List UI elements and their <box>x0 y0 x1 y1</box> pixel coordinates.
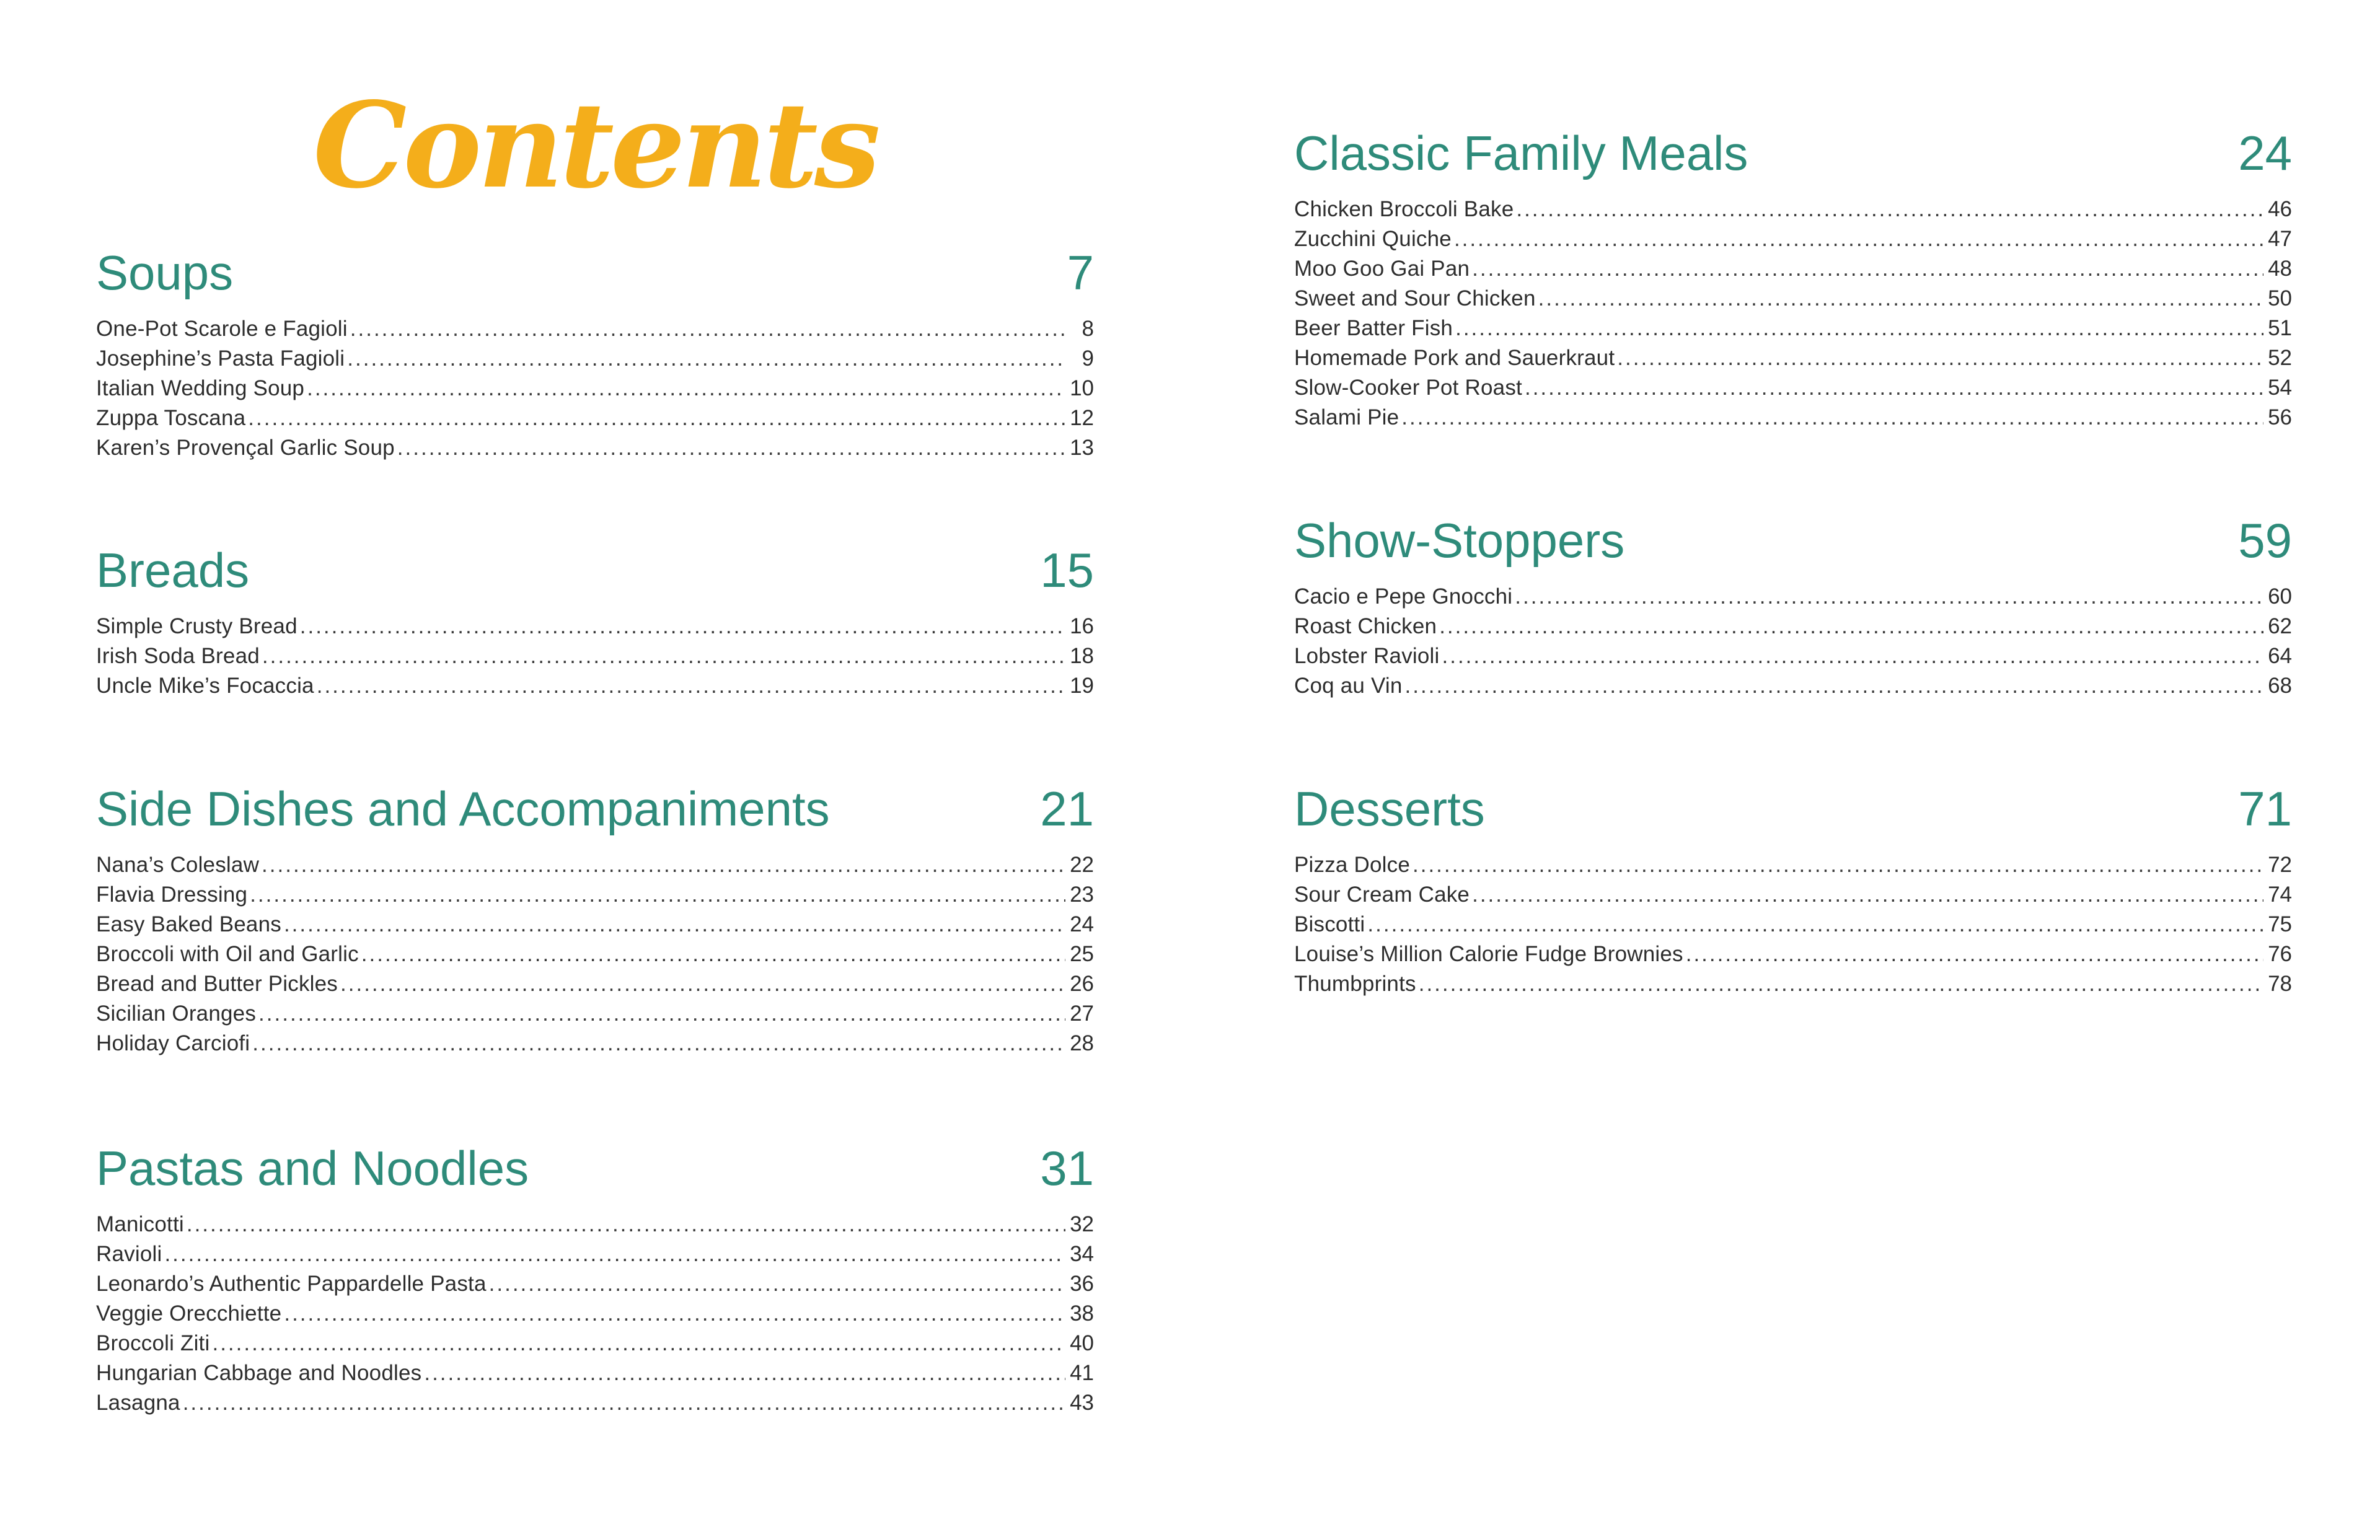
entry-title: Bread and Butter Pickles <box>96 972 338 996</box>
section-title: Show-Stoppers <box>1294 513 1625 568</box>
entry-page-number: 34 <box>1070 1242 1094 1266</box>
dot-leader <box>164 1239 1065 1269</box>
entry-title: Salami Pie <box>1294 405 1399 429</box>
entry-page-number: 68 <box>2268 674 2292 698</box>
entry-page-number: 50 <box>2268 286 2292 310</box>
section-breads <box>96 536 1094 701</box>
section-title: Pastas and Noodles <box>96 1141 529 1195</box>
entry-page-number: 27 <box>1070 1001 1094 1026</box>
section-soups <box>96 239 1094 463</box>
dot-leader <box>284 910 1065 939</box>
entry-page-number: 76 <box>2268 942 2292 966</box>
entry-title: Veggie Orecchiette <box>96 1301 282 1326</box>
dot-leader <box>1472 880 2263 910</box>
entry-title: Beer Batter Fish <box>1294 316 1453 340</box>
toc-entry <box>1294 612 2292 641</box>
entry-page-number: 48 <box>2268 257 2292 281</box>
dot-leader <box>1686 939 2263 969</box>
dot-leader <box>340 969 1065 999</box>
entry-title: Holiday Carciofi <box>96 1031 250 1055</box>
section-title: Classic Family Meals <box>1294 126 1748 180</box>
entry-list <box>96 612 1094 701</box>
dot-leader <box>1525 373 2263 403</box>
section-pastas <box>96 1134 1094 1418</box>
dot-leader <box>397 433 1065 463</box>
entry-page-number: 9 <box>1082 346 1094 371</box>
entry-page-number: 26 <box>1070 972 1094 996</box>
dot-leader <box>489 1269 1065 1299</box>
dot-leader <box>250 880 1065 910</box>
dot-leader <box>1401 403 2263 433</box>
section-title: Breads <box>96 543 250 597</box>
entry-title: Pizza Dolce <box>1294 853 1410 877</box>
dot-leader <box>361 939 1065 969</box>
toc-entry <box>1294 403 2292 433</box>
toc-entry <box>96 1329 1094 1358</box>
entry-page-number: 38 <box>1070 1301 1094 1326</box>
entry-page-number: 56 <box>2268 405 2292 429</box>
entry-title: Broccoli Ziti <box>96 1331 210 1355</box>
dot-leader <box>1405 671 2263 701</box>
section-classic-family-meals <box>1294 119 2292 433</box>
entry-page-number: 10 <box>1070 376 1094 400</box>
toc-entry <box>1294 671 2292 701</box>
toc-entry <box>1294 969 2292 999</box>
entry-page-number: 60 <box>2268 584 2292 609</box>
dot-leader <box>300 612 1065 641</box>
entry-title: Broccoli with Oil and Garlic <box>96 942 359 966</box>
entry-page-number: 28 <box>1070 1031 1094 1055</box>
section-header <box>96 1134 1094 1202</box>
entry-title: Irish Soda Bread <box>96 644 260 668</box>
entry-page-number: 32 <box>1070 1212 1094 1236</box>
section-title: Side Dishes and Accompaniments <box>96 781 830 836</box>
entry-list <box>96 1210 1094 1418</box>
section-header <box>96 239 1094 307</box>
entry-title: Roast Chicken <box>1294 614 1437 638</box>
dot-leader <box>307 374 1065 403</box>
toc-entry <box>96 1299 1094 1329</box>
toc-entry <box>1294 195 2292 224</box>
toc-entry <box>1294 224 2292 254</box>
dot-leader <box>1515 582 2263 612</box>
section-page-number: 31 <box>1040 1141 1094 1195</box>
entry-title: Sicilian Oranges <box>96 1001 257 1026</box>
dot-leader <box>262 850 1065 880</box>
entry-title: Hungarian Cabbage and Noodles <box>96 1361 422 1385</box>
entry-list <box>96 850 1094 1058</box>
dot-leader <box>1454 224 2263 254</box>
toc-entry <box>96 641 1094 671</box>
toc-entry <box>1294 910 2292 939</box>
entry-title: Sweet and Sour Chicken <box>1294 286 1536 310</box>
section-page-number: 59 <box>2238 513 2292 568</box>
entry-title: Easy Baked Beans <box>96 912 281 936</box>
dot-leader <box>1516 195 2263 224</box>
entry-title: One-Pot Scarole e Fagioli <box>96 317 348 341</box>
entry-page-number: 74 <box>2268 882 2292 907</box>
section-header <box>1294 119 2292 187</box>
entry-page-number: 43 <box>1070 1391 1094 1415</box>
dot-leader <box>424 1358 1065 1388</box>
dot-leader <box>252 1029 1065 1058</box>
entry-title: Zuppa Toscana <box>96 406 246 430</box>
toc-entry <box>1294 373 2292 403</box>
entry-page-number: 54 <box>2268 376 2292 400</box>
toc-entry <box>96 969 1094 999</box>
entry-page-number: 19 <box>1070 674 1094 698</box>
entry-page-number: 16 <box>1070 614 1094 638</box>
entry-title: Thumbprints <box>1294 972 1416 996</box>
entry-page-number: 47 <box>2268 227 2292 251</box>
page-title: Contents <box>313 76 877 214</box>
section-page-number: 7 <box>1067 245 1094 300</box>
dot-leader <box>187 1210 1065 1239</box>
entry-title: Italian Wedding Soup <box>96 376 305 400</box>
entry-title: Simple Crusty Bread <box>96 614 298 638</box>
toc-entry <box>96 1029 1094 1058</box>
entry-title: Chicken Broccoli Bake <box>1294 197 1514 221</box>
dot-leader <box>1455 314 2263 343</box>
entry-title: Josephine’s Pasta Fagioli <box>96 346 345 371</box>
entry-page-number: 51 <box>2268 316 2292 340</box>
entry-list <box>1294 195 2292 433</box>
dot-leader <box>262 641 1065 671</box>
toc-entry <box>1294 880 2292 910</box>
entry-page-number: 24 <box>1070 912 1094 936</box>
entry-page-number: 40 <box>1070 1331 1094 1355</box>
entry-page-number: 78 <box>2268 972 2292 996</box>
entry-page-number: 8 <box>1082 317 1094 341</box>
section-desserts <box>1294 775 2292 999</box>
toc-entry <box>1294 284 2292 314</box>
entry-page-number: 18 <box>1070 644 1094 668</box>
toc-entry <box>96 433 1094 463</box>
toc-entry <box>96 403 1094 433</box>
entry-title: Uncle Mike’s Focaccia <box>96 674 314 698</box>
entry-title: Moo Goo Gai Pan <box>1294 257 1470 281</box>
dot-leader <box>350 314 1065 344</box>
dot-leader <box>1472 254 2263 284</box>
dot-leader <box>1442 641 2264 671</box>
toc-entry <box>96 1358 1094 1388</box>
entry-title: Leonardo’s Authentic Pappardelle Pasta <box>96 1272 487 1296</box>
entry-list <box>1294 850 2292 999</box>
dot-leader <box>1419 969 2263 999</box>
entry-page-number: 46 <box>2268 197 2292 221</box>
dot-leader <box>317 671 1065 701</box>
toc-entry <box>96 374 1094 403</box>
entry-page-number: 64 <box>2268 644 2292 668</box>
entry-title: Manicotti <box>96 1212 184 1236</box>
entry-title: Homemade Pork and Sauerkraut <box>1294 346 1615 370</box>
dot-leader <box>347 344 1065 374</box>
entry-page-number: 52 <box>2268 346 2292 370</box>
toc-entry <box>96 1239 1094 1269</box>
dot-leader <box>258 999 1065 1029</box>
section-title: Soups <box>96 245 234 300</box>
entry-title: Sour Cream Cake <box>1294 882 1470 907</box>
entry-page-number: 13 <box>1070 436 1094 460</box>
toc-entry <box>1294 343 2292 373</box>
dot-leader <box>1439 612 2263 641</box>
entry-title: Louise’s Million Calorie Fudge Brownies <box>1294 942 1683 966</box>
dot-leader <box>183 1388 1065 1418</box>
entry-list <box>96 314 1094 463</box>
toc-entry <box>96 1210 1094 1239</box>
entry-page-number: 72 <box>2268 853 2292 877</box>
toc-entry <box>96 612 1094 641</box>
toc-entry <box>1294 314 2292 343</box>
entry-page-number: 62 <box>2268 614 2292 638</box>
entry-title: Zucchini Quiche <box>1294 227 1452 251</box>
toc-entry <box>1294 850 2292 880</box>
toc-entry <box>96 671 1094 701</box>
entry-title: Lobster Ravioli <box>1294 644 1440 668</box>
section-header <box>1294 775 2292 843</box>
entry-page-number: 12 <box>1070 406 1094 430</box>
entry-title: Biscotti <box>1294 912 1365 936</box>
toc-entry <box>96 999 1094 1029</box>
dot-leader <box>1367 910 2263 939</box>
dot-leader <box>248 403 1065 433</box>
section-page-number: 21 <box>1040 781 1094 836</box>
toc-entry <box>96 344 1094 374</box>
dot-leader <box>1413 850 2263 880</box>
section-header <box>96 536 1094 604</box>
toc-entry <box>1294 254 2292 284</box>
section-side-dishes <box>96 775 1094 1058</box>
toc-entry <box>1294 939 2292 969</box>
entry-title: Slow-Cooker Pot Roast <box>1294 376 1522 400</box>
entry-page-number: 25 <box>1070 942 1094 966</box>
toc-entry <box>96 880 1094 910</box>
dot-leader <box>284 1299 1065 1329</box>
entry-page-number: 23 <box>1070 882 1094 907</box>
entry-title: Lasagna <box>96 1391 180 1415</box>
dot-leader <box>1538 284 2263 314</box>
toc-entry <box>96 1269 1094 1299</box>
section-header <box>1294 506 2292 574</box>
entry-page-number: 36 <box>1070 1272 1094 1296</box>
entry-title: Flavia Dressing <box>96 882 248 907</box>
toc-entry <box>96 314 1094 344</box>
toc-entry <box>96 850 1094 880</box>
section-page-number: 24 <box>2238 126 2292 180</box>
entry-title: Cacio e Pepe Gnocchi <box>1294 584 1513 609</box>
entry-page-number: 75 <box>2268 912 2292 936</box>
dot-leader <box>1617 343 2263 373</box>
section-show-stoppers <box>1294 506 2292 701</box>
section-header <box>96 775 1094 843</box>
toc-entry <box>96 939 1094 969</box>
section-page-number: 15 <box>1040 543 1094 597</box>
toc-entry <box>96 1388 1094 1418</box>
entry-title: Coq au Vin <box>1294 674 1403 698</box>
toc-entry <box>1294 582 2292 612</box>
toc-entry <box>1294 641 2292 671</box>
entry-list <box>1294 582 2292 701</box>
section-page-number: 71 <box>2238 781 2292 836</box>
toc-entry <box>96 910 1094 939</box>
entry-title: Ravioli <box>96 1242 162 1266</box>
dot-leader <box>212 1329 1065 1358</box>
entry-page-number: 41 <box>1070 1361 1094 1385</box>
section-title: Desserts <box>1294 781 1485 836</box>
entry-title: Nana’s Coleslaw <box>96 853 260 877</box>
entry-page-number: 22 <box>1070 853 1094 877</box>
entry-title: Karen’s Provençal Garlic Soup <box>96 436 395 460</box>
